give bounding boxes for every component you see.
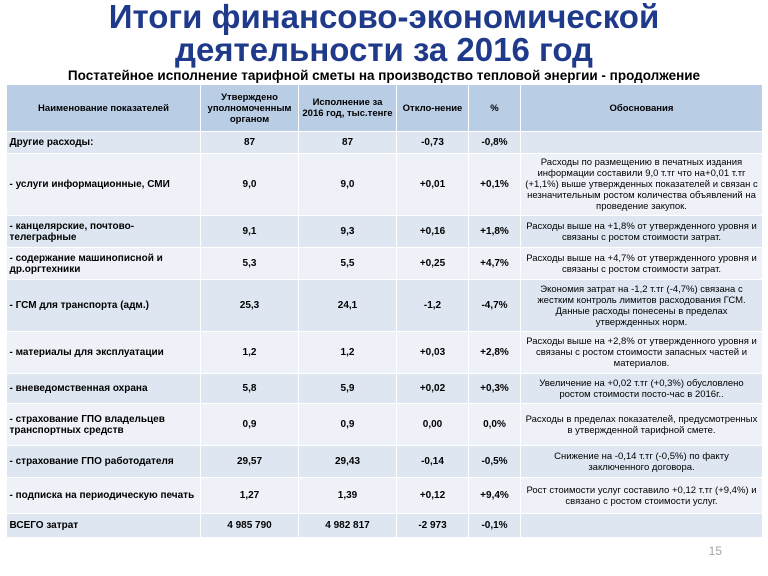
- cell-percent: +1,8%: [469, 216, 521, 248]
- cell-deviation: +0,02: [397, 374, 469, 404]
- title-line-1: Итоги финансово-экономической: [108, 0, 660, 35]
- cell-percent: +2,8%: [469, 332, 521, 374]
- cell-reason: Увеличение на +0,02 т.тг (+0,3%) обусловлено ростом стоимости посто-час в 2016г..: [521, 374, 763, 404]
- cell-approved: 0,9: [201, 404, 299, 446]
- cell-deviation: +0,03: [397, 332, 469, 374]
- cell-actual: 87: [299, 132, 397, 154]
- cell-name: - содержание машинописной и др.оргтехники: [7, 248, 201, 280]
- cell-name: - канцелярские, почтово-телеграфные: [7, 216, 201, 248]
- cell-approved: 5,3: [201, 248, 299, 280]
- cell-approved: 29,57: [201, 446, 299, 478]
- cell-actual: 4 982 817: [299, 514, 397, 538]
- cell-name: Другие расходы:: [7, 132, 201, 154]
- cell-percent: -0,5%: [469, 446, 521, 478]
- cell-actual: 9,0: [299, 154, 397, 216]
- cell-deviation: -0,73: [397, 132, 469, 154]
- cell-deviation: 0,00: [397, 404, 469, 446]
- cell-actual: 1,2: [299, 332, 397, 374]
- header-indicator-name: Наименование показателей: [7, 85, 201, 132]
- cell-reason: Расходы выше на +1,8% от утвержденного уровня и связаны с ростом стоимости затрат.: [521, 216, 763, 248]
- cell-deviation: +0,12: [397, 478, 469, 514]
- cell-percent: 0,0%: [469, 404, 521, 446]
- table-body: [7, 132, 763, 538]
- cell-approved: 4 985 790: [201, 514, 299, 538]
- cell-name: - материалы для эксплуатации: [7, 332, 201, 374]
- cell-percent: -0,8%: [469, 132, 521, 154]
- cell-reason: Рост стоимости услуг составило +0,12 т.тг (+9,4%) и связано с ростом стоимости услуг.: [521, 478, 763, 514]
- page-title: [0, 0, 768, 66]
- table-row: [7, 248, 763, 280]
- cell-actual: 29,43: [299, 446, 397, 478]
- cell-reason: Снижение на -0,14 т.тг (-0,5%) по факту заключенного договора.: [521, 446, 763, 478]
- budget-execution-table: [6, 84, 763, 538]
- cell-reason: Расходы в пределах показателей, предусмотренных в утвержденной тарифной смете.: [521, 404, 763, 446]
- cell-actual: 9,3: [299, 216, 397, 248]
- cell-actual: 24,1: [299, 280, 397, 332]
- title-line-2: деятельности за 2016 год: [175, 31, 593, 68]
- header-approved: Утверждено уполномоченным органом: [201, 85, 299, 132]
- cell-reason: Расходы выше на +4,7% от утвержденного уровня и связаны с ростом стоимости затрат.: [521, 248, 763, 280]
- cell-reason: Расходы выше на +2,8% от утвержденного уровня и связаны с ростом стоимости запасных частей и материалов.: [521, 332, 763, 374]
- cell-percent: +0,1%: [469, 154, 521, 216]
- cell-actual: 0,9: [299, 404, 397, 446]
- cell-reason: Расходы по размещению в печатных издания информации составили 9,0 т.тг что на+0,01 т.тг (+1,1%) выше утвержденных показателей и связан с незначительным ростом количества объявлений на проведение закупок.: [521, 154, 763, 216]
- table-row: [7, 374, 763, 404]
- cell-name: - ГСМ для транспорта (адм.): [7, 280, 201, 332]
- table-row: [7, 154, 763, 216]
- cell-reason: [521, 132, 763, 154]
- table-row: [7, 404, 763, 446]
- table-header: [7, 85, 763, 132]
- cell-actual: 5,5: [299, 248, 397, 280]
- table-row-total: [7, 514, 763, 538]
- cell-deviation: +0,16: [397, 216, 469, 248]
- table-row: [7, 280, 763, 332]
- table-row: [7, 132, 763, 154]
- cell-approved: 9,0: [201, 154, 299, 216]
- table-row: [7, 446, 763, 478]
- table-header-row: [7, 85, 763, 132]
- cell-approved: 9,1: [201, 216, 299, 248]
- cell-deviation: +0,25: [397, 248, 469, 280]
- cell-reason: [521, 514, 763, 538]
- cell-approved: 1,27: [201, 478, 299, 514]
- table-row: [7, 332, 763, 374]
- header-percent: %: [469, 85, 521, 132]
- header-actual: Исполнение за 2016 год, тыс.тенге: [299, 85, 397, 132]
- cell-percent: -0,1%: [469, 514, 521, 538]
- cell-name: - услуги информационные, СМИ: [7, 154, 201, 216]
- cell-name: ВСЕГО затрат: [7, 514, 201, 538]
- cell-deviation: -0,14: [397, 446, 469, 478]
- cell-name: - подписка на периодическую печать: [7, 478, 201, 514]
- cell-name: - вневедомственная охрана: [7, 374, 201, 404]
- table-row: [7, 478, 763, 514]
- cell-name: - страхование ГПО работодателя: [7, 446, 201, 478]
- cell-reason: Экономия затрат на -1,2 т.тг (-4,7%) связана с жестким контроль лимитов расходования ГСМ. Данные расходы понесены в пределах утвержденных норм.: [521, 280, 763, 332]
- cell-approved: 1,2: [201, 332, 299, 374]
- cell-deviation: -1,2: [397, 280, 469, 332]
- page-subtitle: Постатейное исполнение тарифной сметы на производство тепловой энергии - продолжение: [67, 68, 701, 83]
- cell-approved: 5,8: [201, 374, 299, 404]
- cell-percent: +4,7%: [469, 248, 521, 280]
- cell-approved: 25,3: [201, 280, 299, 332]
- cell-actual: 1,39: [299, 478, 397, 514]
- cell-deviation: +0,01: [397, 154, 469, 216]
- table-row: [7, 216, 763, 248]
- cell-percent: +9,4%: [469, 478, 521, 514]
- header-deviation: Откло-нение: [397, 85, 469, 132]
- header-reason: Обоснования: [521, 85, 763, 132]
- cell-approved: 87: [201, 132, 299, 154]
- page-number: 15: [708, 544, 722, 558]
- cell-actual: 5,9: [299, 374, 397, 404]
- cell-percent: -4,7%: [469, 280, 521, 332]
- cell-name: - страхование ГПО владельцев транспортных средств: [7, 404, 201, 446]
- cell-percent: +0,3%: [469, 374, 521, 404]
- cell-deviation: -2 973: [397, 514, 469, 538]
